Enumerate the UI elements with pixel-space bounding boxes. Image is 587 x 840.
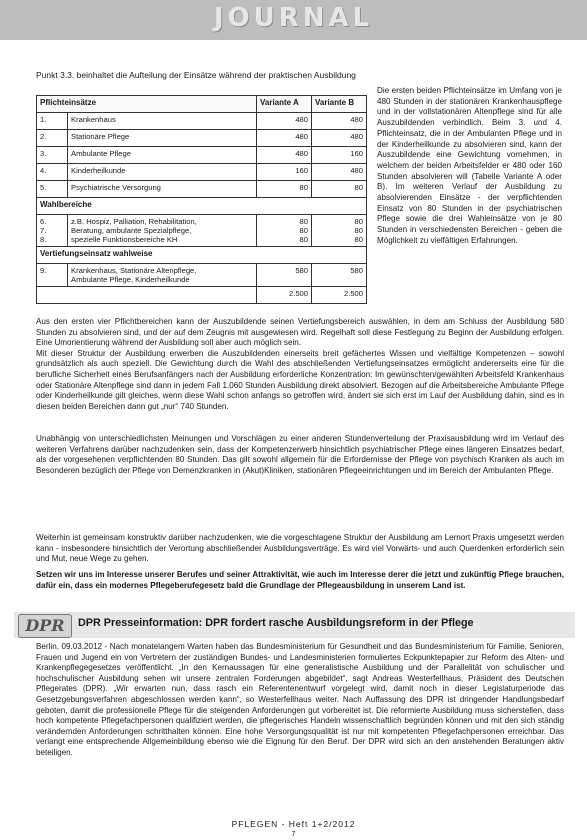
table-row xyxy=(37,164,367,181)
row-number: 2. xyxy=(37,130,68,147)
table-row xyxy=(37,147,367,164)
row-number: 5. xyxy=(37,181,68,198)
press-paragraph: Berlin, 09.03.2012 - Nach monatelangem Warten haben das Bundesministerium für Gesundheit und das Bundesministerium für Familie, Senioren, Frauen und Jugend ein von Vertretern der zuständigen Bundes- und Landesministerien formuliertes Eckpunktepapier zur Reform des Alten- und Krankenpflegegesetzes veröffentlicht. „In den Kernaussagen für eine generalistische Ausbildung und der Parallelität von schulischer und hochschulischer Ausbildung sehen wir unsere zentralen Forderungen abgebildet“, sagt Andreas Westerfellhaus, Präsident des Deutschen Pflegerates (DPR). „Wir erwarten nun, dass rasch ein Referentenentwurf vorgelegt wird, damit noch in dieser Legislaturperiode das Gesetzgebungsverfahren abgeschlossen werden kann“, so Westerfellhaus weiter. Nach Auffassung des DPR ist dringender Handlungsbedarf geboten, damit die professionelle Pflege für die steigenden Anforderungen gut vorbereitet ist. Die reformierte Ausbildung muss sicherstellen, dass hoch kompetente Pflegefachpersonen qualifiziert werden, die pflegerisches Handeln wissenschaftlich begründen können und mit den sich ständig verändernden Anforderungen schritthalten können. Eine hohe Versorgungsqualität ist nur mit kompetenten Pflegefachpersonen erreichbar. Das verlangt eine entsprechende Allgemeinbildung ebenso wie die Eignung für den Beruf. Der DPR wird sich an den anstehenden Beratungen aktiv beteiligen. xyxy=(36,642,564,757)
header-variante-a: Variante A xyxy=(257,96,312,113)
row-label: spezielle Funktionsbereiche KH xyxy=(71,235,178,244)
row-labels xyxy=(68,264,257,287)
row-number: 7. xyxy=(40,226,47,235)
row-value-b: 480 xyxy=(312,113,367,130)
row-label: Kinderheilkunde xyxy=(68,164,257,181)
row-value-a: 80 xyxy=(299,217,308,226)
page-number: 7 xyxy=(291,831,296,838)
row-value-b: 160 xyxy=(312,147,367,164)
table-total-row xyxy=(37,287,367,304)
row-value-b: 80 xyxy=(312,181,367,198)
row-value-a: 80 xyxy=(299,235,308,244)
section-label: Vertiefungseinsatz wahlweise xyxy=(37,247,367,264)
table-row xyxy=(37,113,367,130)
row-label: Psychiatrische Versorgung xyxy=(68,181,257,198)
row-number: 1. xyxy=(37,113,68,130)
row-label: Krankenhaus, Stationäre Altenpflege, xyxy=(71,266,197,275)
journal-banner xyxy=(0,0,587,40)
row-number: 3. xyxy=(37,147,68,164)
row-labels xyxy=(68,215,257,247)
header-variante-b: Variante B xyxy=(312,96,367,113)
side-column-text: Die ersten beiden Pflichteinsätze im Umfang von je 480 Stunden in der stationären Krankenhauspflege und in der vollstationären Altenpflege sind für alle Auszubildenden verbindlich. Beim 3. und 4. Pflichteinsatz, die in der Ambulanten Pflege und in der Kinderheilkunde zu absolvieren sind, kann der Auszubildende eine Gewichtung vornehmen, in welchem der beiden Arbeitsfelder er 480 oder 160 Stunden absolvieren will (Tabelle Variante A oder B). Im weiteren Verlauf der Ausbildung zu absolvierenden Einsätze - der verpflichtenden Einsatz von 80 Stunden in der psychiatrischen Pflege sowie die drei Wahleinsätze von je 80 Stunden in verschiedensten Bereichen - geben die Möglichkeit zu vielfältigen Erfahrungen. xyxy=(377,86,562,245)
row-value-a: 80 xyxy=(257,181,312,198)
row-value-b: 80 xyxy=(354,217,363,226)
press-heading: DPR Presseinformation: DPR fordert rasche Ausbildungsreform in der Pflege xyxy=(78,617,474,629)
row-label: z.B. Hospiz, Palliation, Rehabilitation, xyxy=(71,217,197,226)
table-row-vertiefung xyxy=(37,264,367,287)
section-label: Wahlbereiche xyxy=(37,198,367,215)
section-row-vertiefung xyxy=(37,247,367,264)
table-header-row xyxy=(37,96,367,113)
row-value-b: 480 xyxy=(312,164,367,181)
row-label: Ambulante Pflege xyxy=(68,147,257,164)
row-value-b: 580 xyxy=(312,264,367,287)
row-label: Ambulante Pflege, Kinderheilkunde xyxy=(71,275,190,284)
row-number: 6. xyxy=(40,217,47,226)
closing-appeal: Setzen wir uns im Interesse unserer Berufes und seiner Attraktivität, wie auch im Interesse derer die jetzt und zukünftig Pflege brauchen, dafür ein, dass ein modernes Pflegeberufegesetz bald die Grundlage der Pflegeausbildung in unserem Land ist. xyxy=(36,570,564,590)
row-value-a: 480 xyxy=(257,130,312,147)
row-number: 9. xyxy=(37,264,68,287)
row-value-b: 80 xyxy=(354,235,363,244)
total-value-b: 2.500 xyxy=(312,287,367,304)
total-value-a: 2.500 xyxy=(257,287,312,304)
row-label: Beratung, ambulante Spezialpflege, xyxy=(71,226,192,235)
row-value-a: 480 xyxy=(257,147,312,164)
row-label: Stationäre Pflege xyxy=(68,130,257,147)
footer-issue: PFLEGEN - Heft 1+2/2012 xyxy=(231,819,356,829)
row-value-a: 160 xyxy=(257,164,312,181)
body-paragraph: Aus den ersten vier Pflichtbereichen kann der Auszubildende seinen Vertiefungsbereich auswählen, in dem am Schluss der Ausbildung 580 Stunden zu absolvieren sind, und der auf dem Zeugnis mit ausgewiesen wird. Regelhaft soll diese Festlegung zu Beginn der Ausbildung erfolgen. Eine Umorientierung während der Ausbildung soll aber auch möglich sein. xyxy=(36,317,564,348)
row-value-a: 80 xyxy=(299,226,308,235)
row-value-b: 80 xyxy=(354,226,363,235)
table-row xyxy=(37,130,367,147)
dpr-logo: DPR xyxy=(18,614,72,638)
row-label: Krankenhaus xyxy=(68,113,257,130)
row-value-a: 580 xyxy=(257,264,312,287)
total-label-empty xyxy=(37,287,257,304)
training-hours-table xyxy=(36,95,367,304)
row-value-a: 480 xyxy=(257,113,312,130)
section-row-wahlbereiche xyxy=(37,198,367,215)
intro-text: Punkt 3.3. beinhaltet die Aufteilung der Einsätze während der praktischen Ausbildung xyxy=(36,70,356,80)
table-row-wahl xyxy=(37,215,367,247)
row-values-b xyxy=(312,215,367,247)
row-number: 4. xyxy=(37,164,68,181)
body-paragraph: Unabhängig von unterschiedlichsten Meinungen und Vorschlägen zu einer anderen Stundenverteilung der Praxisausbildung wird im Verlauf des weiteren Verfahrens darüber nachzudenken sein, dass der Kompetenzerwerb hinsichtlich psychiatrischer Pflege eines längeren Einsatzes bedarf, als der vorgesehenen verpflichtenden 80 Stunden. Das gilt sowohl allgemein für die Erfordernisse der Pflege von psychisch Kranken als auch im Besonderen bezüglich der Pflege von Demenzkranken in (Akut)Kliniken, stationären Pflegeeinrichtungen und im Bereich der Ambulanten Pflege. xyxy=(36,434,564,475)
header-pflichteinsaetze: Pflichteinsätze xyxy=(37,96,257,113)
row-values-a xyxy=(257,215,312,247)
table-row xyxy=(37,181,367,198)
journal-title: JOURNAL xyxy=(213,3,374,33)
body-paragraph: Mit dieser Struktur der Ausbildung erwerben die Auszubildenden einerseits breit gefächertes Wissen und vielfältige Kompetenzen – sowohl grundsätzlich als auch speziell. Die Gewichtung durch die Wahl des abschließenden Vertiefungseinsatzes ermöglicht andererseits eine für die berufliche Sicherheit eines Berufsanfängers nach der Ausbildung erforderliche Konzentration: Im gewünschten/gewählten Arbeitsfeld Krankenhaus oder Stationäre Altenpflege sind dann in jedem Fall 1.060 Stunden Ausbildung direkt absolviert. Bezogen auf die Arbeitsbereiche Ambulante Pflege oder Kinderheilkunde gilt gleiches, wenn diese Wahl schon anfangs so getroffen wird, ändert sie sich erst im Lauf der Ausbildung dahin, sind es in diesen beiden Bereichen dann gut „nur“ 740 Stunden. xyxy=(36,348,564,411)
row-number: 8. xyxy=(40,235,47,244)
body-paragraph: Weiterhin ist gemeinsam konstruktiv darüber nachzudenken, wie die vorgeschlagene Struktur der Ausbildung am Lernort Praxis umgesetzt werden kann - insbesondere hinsichtlich der Verortung abschließender Ausbildungsverträge. Es wird viel Vorwärts- und auch Querdenken erforderlich sein und Mut, neue Wege zu gehen. xyxy=(36,533,564,564)
row-numbers xyxy=(37,215,68,247)
row-value-b: 480 xyxy=(312,130,367,147)
body-paragraph-group xyxy=(36,317,564,412)
